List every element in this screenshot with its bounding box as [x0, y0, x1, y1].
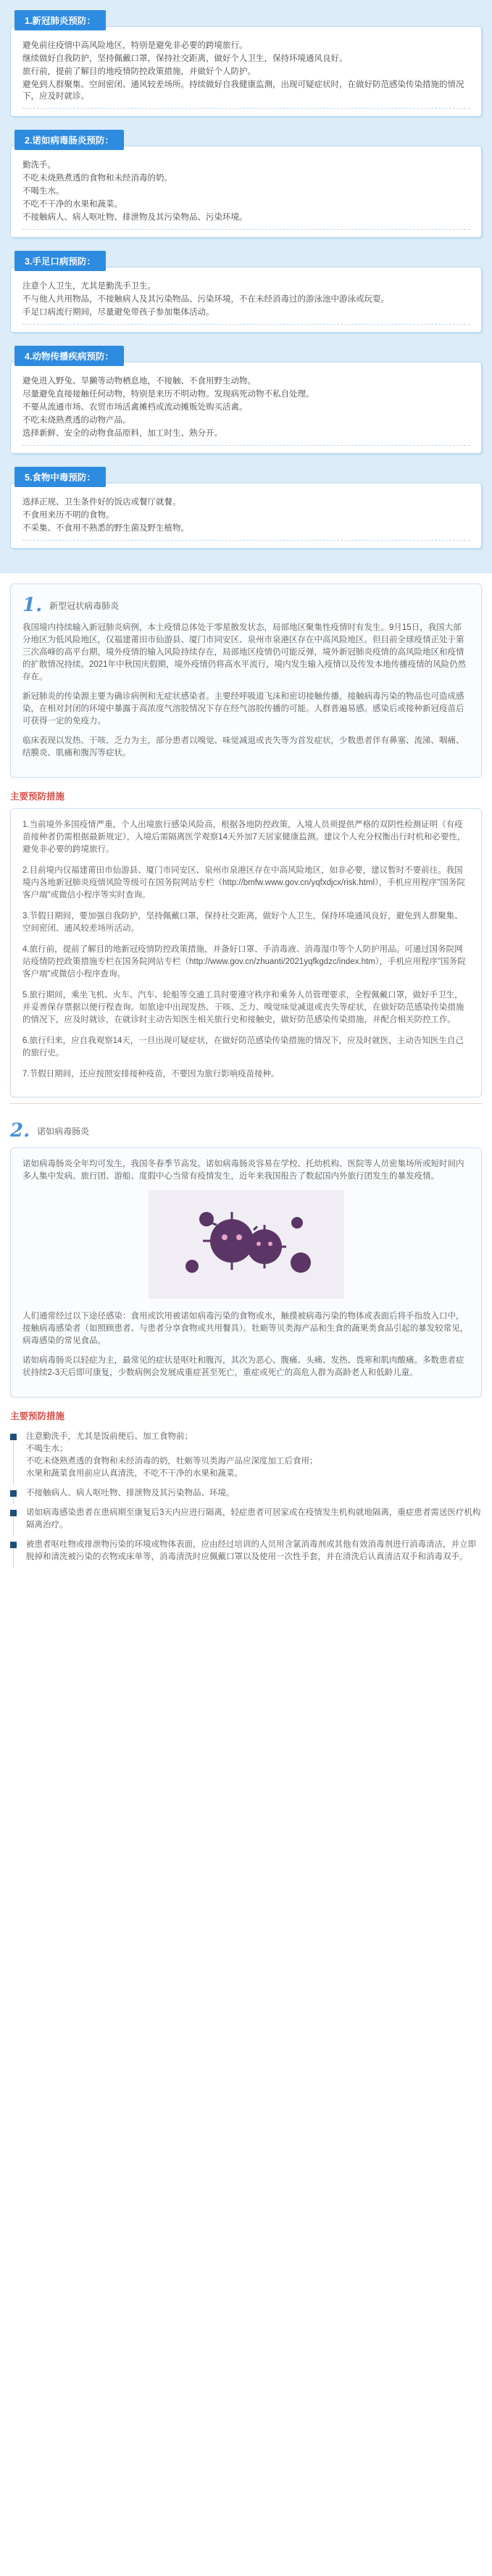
card-tag: 2.诺如病毒肠炎预防： — [14, 130, 124, 150]
tip-paragraph: 1.当前境外多国疫情严重，个人出境旅行感染风险高，根据各地防控政策，入境人员须提供严格的双阴性检测证明（有疫苗接种者仍需根据最新规定），入境后需隔离医学观察14天外加7天居家健康监测。建议个人充分权衡出行时机和必要性，避免非必要的跨境旅行。 — [22, 820, 466, 854]
prevention-cards-section — [0, 0, 492, 573]
topic-number: 2. — [10, 1120, 30, 1142]
tip-item — [10, 1428, 482, 1484]
card-body — [10, 26, 482, 117]
timeline-line — [13, 1441, 14, 1484]
tip-item — [10, 1484, 482, 1504]
tip-text: 诺如病毒感染患者在患病期至康复后3天内应进行隔离，轻症患者可居家或在疫情发生机构就地隔离，重症患者需送医疗机构隔离治疗。 — [26, 1508, 481, 1529]
bullet-square-icon — [10, 1434, 17, 1440]
tip-paragraph: 2.目前境内仅福建莆田市仙游县、厦门市同安区、泉州市泉港区存在中高风险地区，如非必要，建议暂时不要前往。我国境内各地新冠肺炎疫情风险等级可在国务院网站专栏（http://bmfw.www.gov.cn/yqfxdjcx/risk.html），手机应用程序"国务院客户端"或微信小程序等实时查询。 — [22, 866, 465, 899]
bullet-square-icon — [10, 1490, 17, 1497]
dashed-divider — [22, 324, 470, 325]
card-line: 旅行前，提前了解目的地疫情防控政策措施，并做好个人防护。 — [22, 67, 256, 76]
tip-paragraph: 5.旅行期间，乘坐飞机、火车、汽车、轮船等交通工具时要遵守秩序和乘务人员管理要求，全程佩戴口罩，做好手卫生，并妥善保存票据以便行程查询。如旅途中出现发热、干咳、乏力、嗅觉味觉减退或丧失等症状，在做好防范感染传染措施的情况下，应及时就诊，在就诊时主动告知医生相关旅行史和接触史，做好防范感染传染措施，并配合相关防控工作。 — [22, 991, 464, 1024]
card-tag: 3.手足口病预防： — [14, 251, 106, 271]
dashed-divider — [22, 445, 470, 446]
dashed-divider — [22, 540, 470, 541]
topic-norovirus-panel — [10, 1147, 482, 1397]
prevention-card — [10, 251, 482, 333]
tip-text: 注意勤洗手，尤其是饭前便后、加工食物前； 不喝生水； 不吃未烧熟煮透的食物和未经消毒的奶，牡蛎等贝类海产品应深度加工后食用； 水果和蔬菜食用前应认真清洗，不吃不干净的水果和蔬菜。 — [26, 1432, 318, 1478]
tip-paragraph: 4.旅行前，提前了解目的地新冠疫情防控政策措施，并备好口罩、手消毒液、消毒湿巾等个人防护用品。可通过国务院网站疫情防控政策措施专栏在国务院网站专栏（http://www.gov.cn/zhuanti/2021yqfkgdzc/index.htm），手机应用程序"国务院客户端"或微信小程序查询。 — [22, 945, 466, 979]
card-line: 不采集、不食用不熟悉的野生菌及野生植物。 — [22, 524, 189, 533]
bullet-square-icon — [10, 1542, 17, 1548]
topic-covid-header — [22, 594, 470, 616]
timeline-line — [13, 1549, 14, 1568]
bullet-square-icon — [10, 1510, 17, 1516]
topic-norovirus-header — [10, 1120, 482, 1142]
tip-paragraph: 7.节假日期间，还应按照安排接种疫苗，不要因为旅行影响疫苗接种。 — [22, 1070, 280, 1079]
card-line: 选择正规、卫生条件好的饭店或餐厅就餐。 — [22, 498, 181, 507]
paragraph: 诺如病毒肠炎全年均可发生，我国冬春季节高发。诺如病毒肠炎容易在学校、托幼机构、医院等人员密集场所或短时间内多人集中发病。旅行团、游船、度假中心当常有疫情发生，近年来我国报告了数起国内外旅行团发生的暴发疫情。 — [22, 1160, 464, 1181]
paragraph: 诺如病毒肠炎以轻症为主，最常见的症状是呕吐和腹泻，其次为恶心、腹痛、头痛、发热、畏寒和肌肉酸痛。多数患者症状持续2-3天后即可康复，少数病例会发展成重症甚至死亡，重症或死亡的高危人群为高龄老人和低龄儿童。 — [22, 1356, 464, 1377]
paragraph: 我国境内持续输入新冠肺炎病例，本土疫情总体处于零星散发状态，局部地区聚集性疫情时有发生。9月15日，我国大部分地区为低风险地区，仅福建莆田市仙游县、厦门市同安区、泉州市泉港区存在中高风险地区。但目前全球疫情正处于第三次高峰的高平台期，境外疫情的输入风险持续存在，局部地区疫情仍可能反弹，境外新冠肺炎疫情的高风险地区和疫情的扩散情况持续。2021年中秋国庆假期，境外疫情仍将高水平流行，境内发生输入疫情以及传发本地传播疫情的风险仍然存在。 — [22, 623, 467, 681]
card-line: 尽量避免直接接触任何动物，特别是来历不明动物。发现病死动物不私自处理。 — [22, 390, 314, 399]
tip-text: 不接触病人、病人呕吐物、排泄物及其污染物品、环境。 — [26, 1489, 235, 1497]
timeline-line — [13, 1517, 14, 1536]
card-line: 继续做好自我防护，坚持佩戴口罩，保持社交距离，做好个人卫生，保持环境通风良好。 — [22, 54, 348, 63]
tip-paragraph: 3.节假日期间，要加强自我防护，坚持佩戴口罩，保持社交距离，做好个人卫生，保持环境通风良好，避免到人群聚集、空间密闭、通风较差场所活动。 — [22, 912, 463, 933]
card-line: 避免进入野兔、旱獭等动物栖息地，不接触、不食用野生动物。 — [22, 377, 256, 386]
card-body — [10, 146, 482, 238]
section-label-prevention-1: 主要预防措施 — [10, 792, 65, 802]
section-label-prevention-2: 主要预防措施 — [10, 1411, 65, 1421]
card-line: 勤洗手。 — [22, 161, 56, 170]
timeline-line — [13, 1497, 14, 1504]
prevention-card — [10, 130, 482, 238]
divider — [10, 1103, 482, 1104]
prevention-card — [10, 10, 482, 117]
card-body — [10, 362, 482, 454]
card-line: 避免前往疫情中高风险地区，特别是避免非必要的跨境旅行。 — [22, 41, 248, 50]
paragraph: 新冠肺炎的传染源主要为确诊病例和无症状感染者。主要经呼吸道飞沫和密切接触传播，接触病毒污染的物品也可造成感染，在相对封闭的环境中暴露于高浓度气溶胶情况下存在经气溶胶传播的可能。人群普遍易感。感染后或接种新冠疫苗后可获得一定的免疫力。 — [22, 692, 464, 726]
card-body — [10, 267, 482, 333]
card-body — [10, 483, 482, 549]
tip-paragraph: 6.旅行归来，应自我观察14天，一旦出现可疑症状，在做好防范感染传染措施的情况下，应及时就医，主动告知医生自己的旅行史。 — [22, 1036, 464, 1058]
card-line: 不要从流通市场、农贸市场活禽摊档或流动摊贩处购买活禽。 — [22, 403, 248, 412]
topic-covid-panel — [10, 583, 482, 778]
prevention-card — [10, 467, 482, 549]
topic-title: 诺如病毒肠炎 — [37, 1126, 90, 1137]
paragraph: 临床表现以发热、干咳、乏力为主，部分患者以嗅觉、味觉减退或丧失等为首发症状，少数患者伴有鼻塞、流涕、咽痛、结膜炎、肌痛和腹泻等症状。 — [22, 736, 464, 757]
paragraph: 人们通常经过以下途径感染：食用或饮用被诺如病毒污染的食物或水，触摸被病毒污染的物体或表面后将手指放入口中，接触病毒感染者（如照顾患者、与患者分享食物或共用餐具）。牡蛎等贝类海产品和生食的蔬果类食品引起的暴发较常见，病毒感染的常见食品。 — [22, 1312, 469, 1345]
card-tag: 5.食物中毒预防： — [14, 467, 106, 487]
prevention-tips-covid — [10, 808, 482, 1097]
card-tag: 4.动物传播疾病预防： — [14, 346, 124, 366]
card-line: 注意个人卫生，尤其是勤洗手卫生。 — [22, 282, 156, 291]
tip-text: 被患者呕吐物或排泄物污染的环境或物体表面，应由经过培训的人员用含氯消毒剂或其他有效消毒剂进行消毒清洁，并立即脱掉和清洗被污染的衣物或床单等，消毒清洗时应佩戴口罩以及使用一次性手套，并在清洗后认真清洁双手和消毒双手。 — [26, 1540, 476, 1561]
card-line: 不喝生水。 — [22, 187, 64, 196]
virus-icon — [149, 1190, 344, 1299]
topic-title: 新型冠状病毒肺炎 — [49, 600, 120, 611]
card-tag: 1.新冠肺炎预防： — [14, 10, 106, 30]
topic-norovirus — [0, 1110, 492, 1405]
card-line: 不与他人共用物品，不接触病人及其污染物品、污染环境，不在未经消毒过的游泳池中游泳或玩耍。 — [22, 295, 389, 304]
topic-covid — [0, 573, 492, 785]
virus-illustration — [149, 1190, 344, 1299]
card-line: 不接触病人、病人呕吐物、排泄物及其污染物品、污染环境。 — [22, 213, 248, 222]
topic-covid-body — [22, 622, 470, 760]
tip-item — [10, 1536, 482, 1568]
prevention-tips-norovirus — [10, 1428, 482, 1568]
card-line: 避免到人群聚集、空间密闭、通风较差场所。持续做好自我健康监测，出现可疑症状时，在做好防范感染传染措施的情况下，应及时就诊。 — [22, 80, 464, 101]
card-line: 不吃未烧熟煮透的动物产品。 — [22, 416, 131, 425]
prevention-card — [10, 346, 482, 454]
dashed-divider — [22, 108, 470, 109]
card-line: 不食用来历不明的食物。 — [22, 511, 114, 520]
card-line: 不吃未烧熟煮透的食物和未经消毒的奶。 — [22, 174, 172, 183]
card-line: 选择新鲜、安全的动物食品原料，加工时生、熟分开。 — [22, 429, 222, 438]
dashed-divider — [22, 229, 470, 230]
tip-item — [10, 1504, 482, 1536]
card-line: 手足口病流行期间，尽量避免带孩子参加集体活动。 — [22, 308, 214, 317]
topic-number: 1. — [22, 594, 43, 616]
card-line: 不吃不干净的水果和蔬菜。 — [22, 200, 122, 209]
